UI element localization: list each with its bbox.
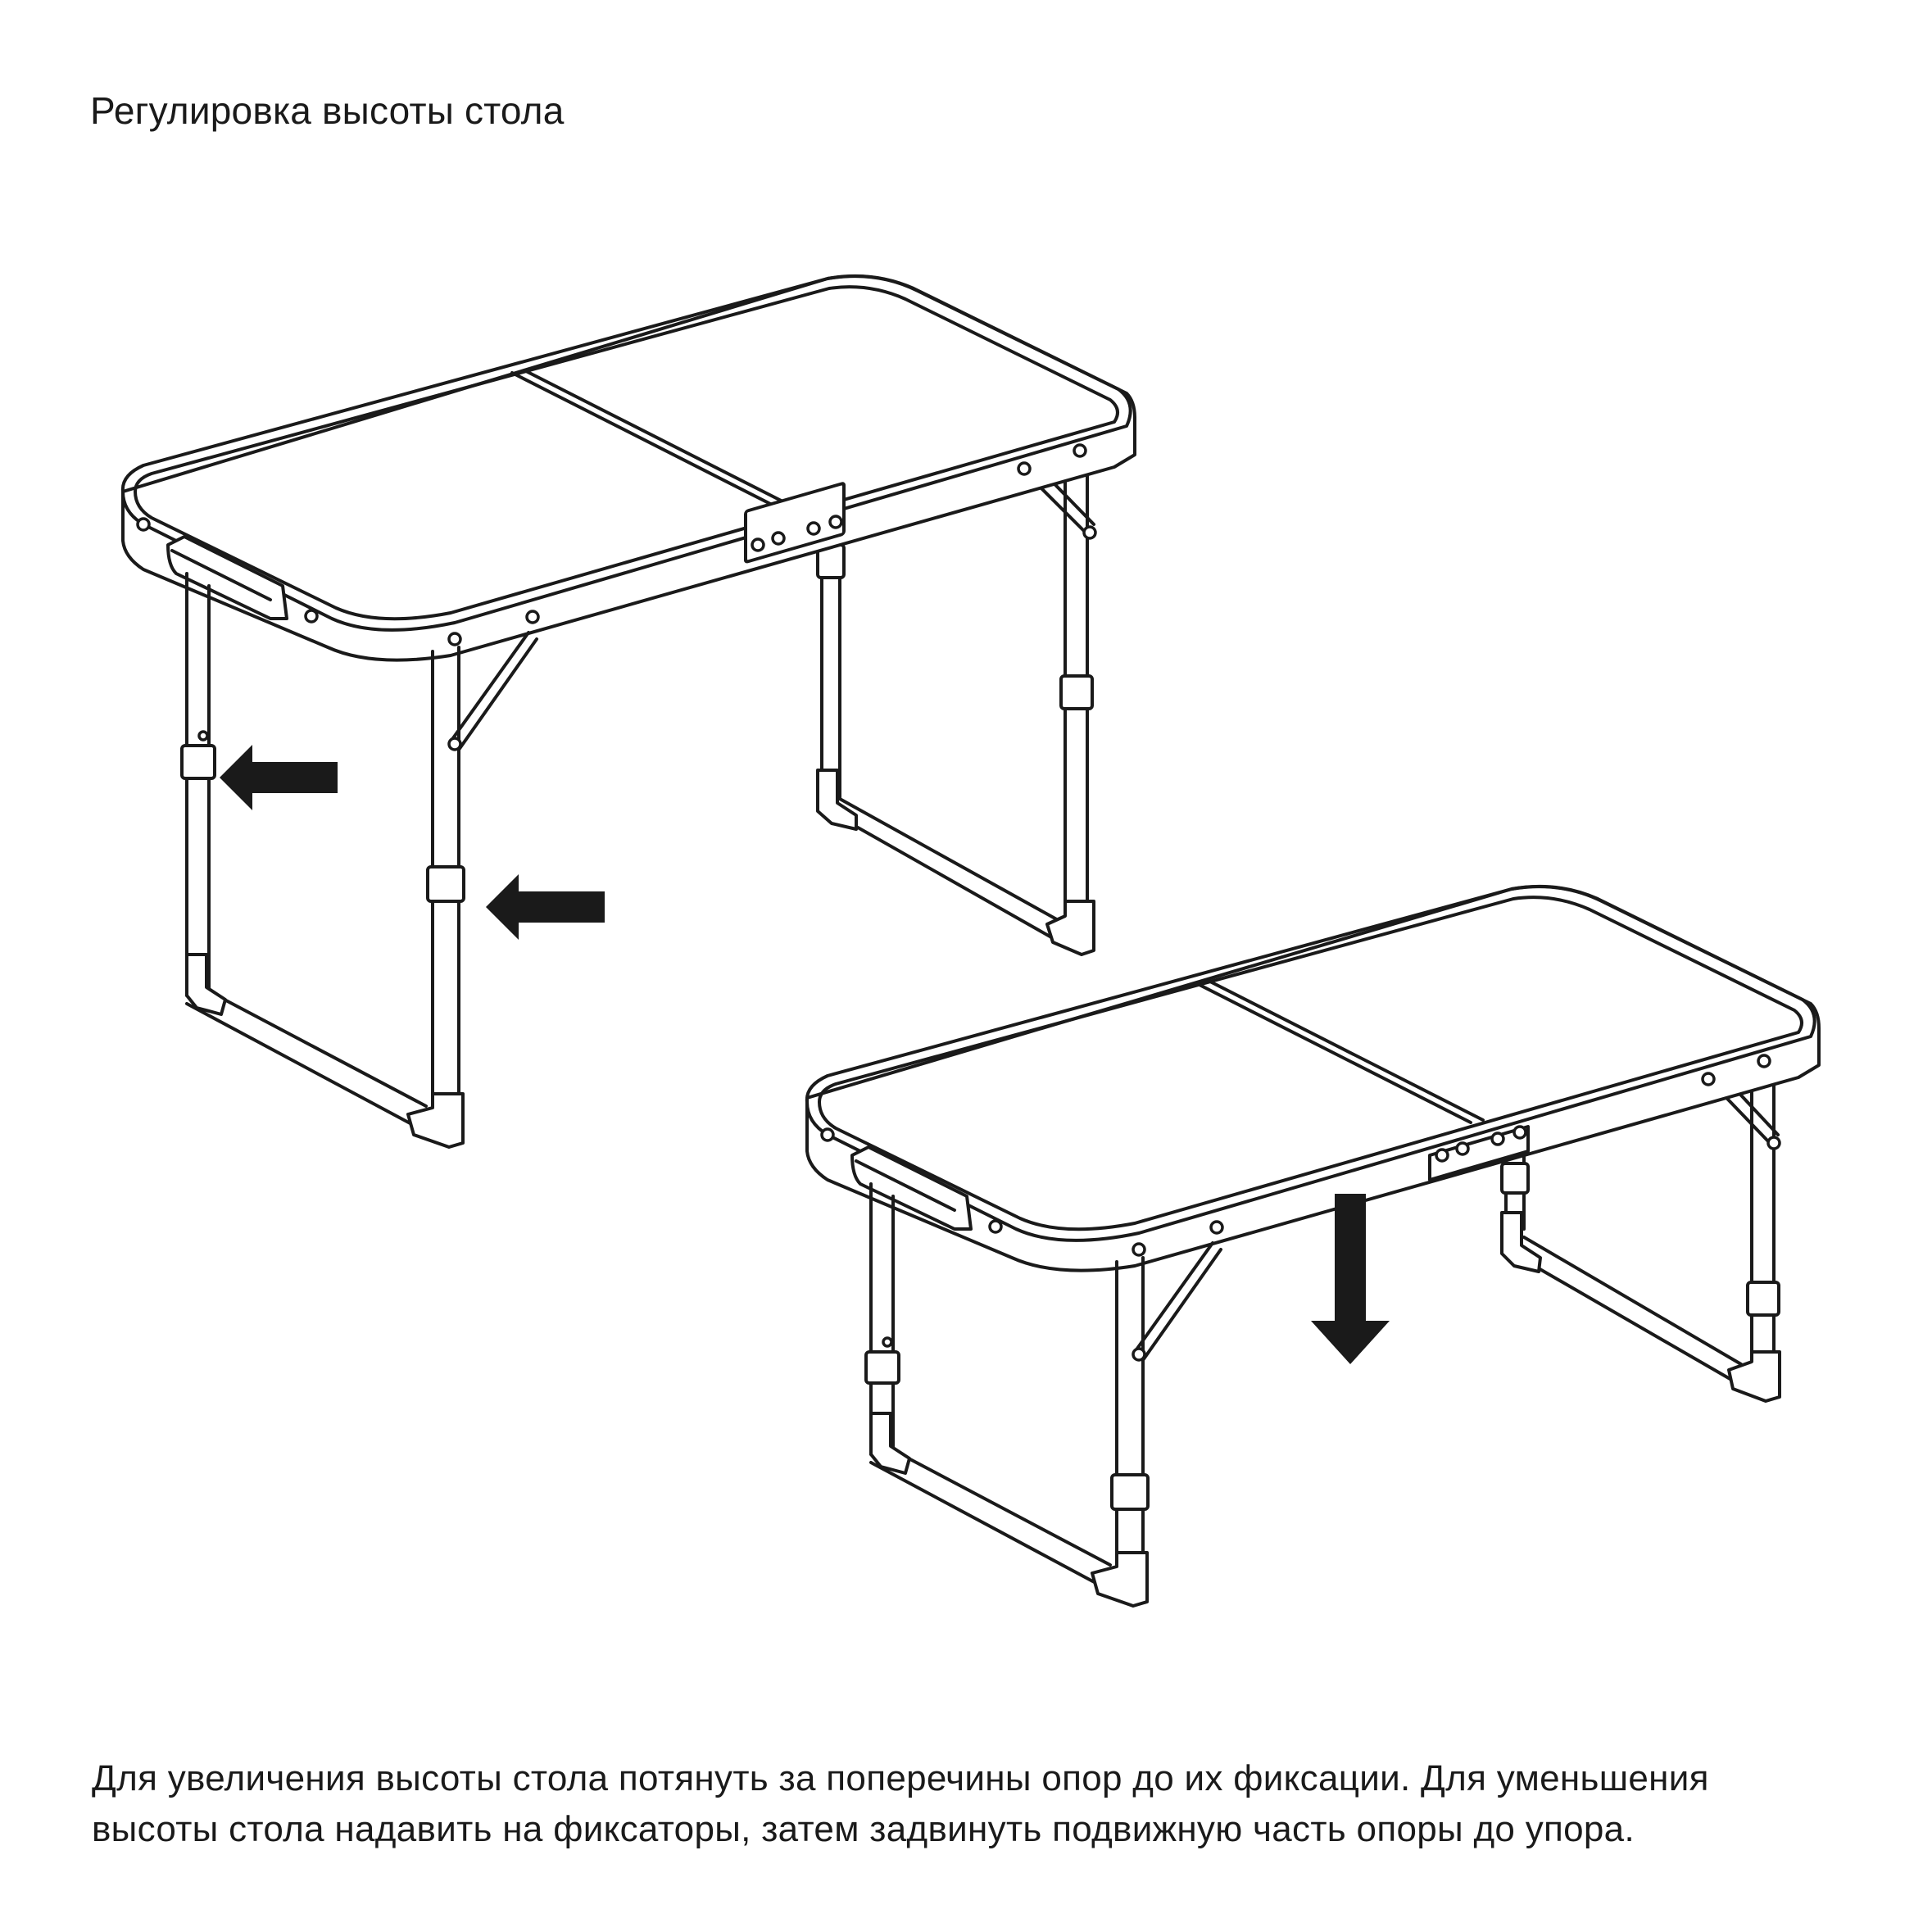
raised-table: [123, 276, 1135, 1147]
page-title: Регулировка высоты стола: [90, 89, 565, 132]
lowered-table: [807, 887, 1819, 1606]
left-arrow: [220, 745, 338, 810]
down-arrow: [1311, 1194, 1390, 1364]
front-legs: [182, 574, 537, 1147]
instruction-line-2: высоты стола надавить на фиксаторы, затем задвинуть подвижную часть опоры до упора.: [92, 1809, 1635, 1849]
instructions: [92, 1753, 1878, 1855]
left-arrow: [486, 874, 605, 940]
instruction-line-1: Для увеличения высоты стола потянуть за поперечины опор до их фиксации. Для уменьшения: [92, 1758, 1709, 1798]
